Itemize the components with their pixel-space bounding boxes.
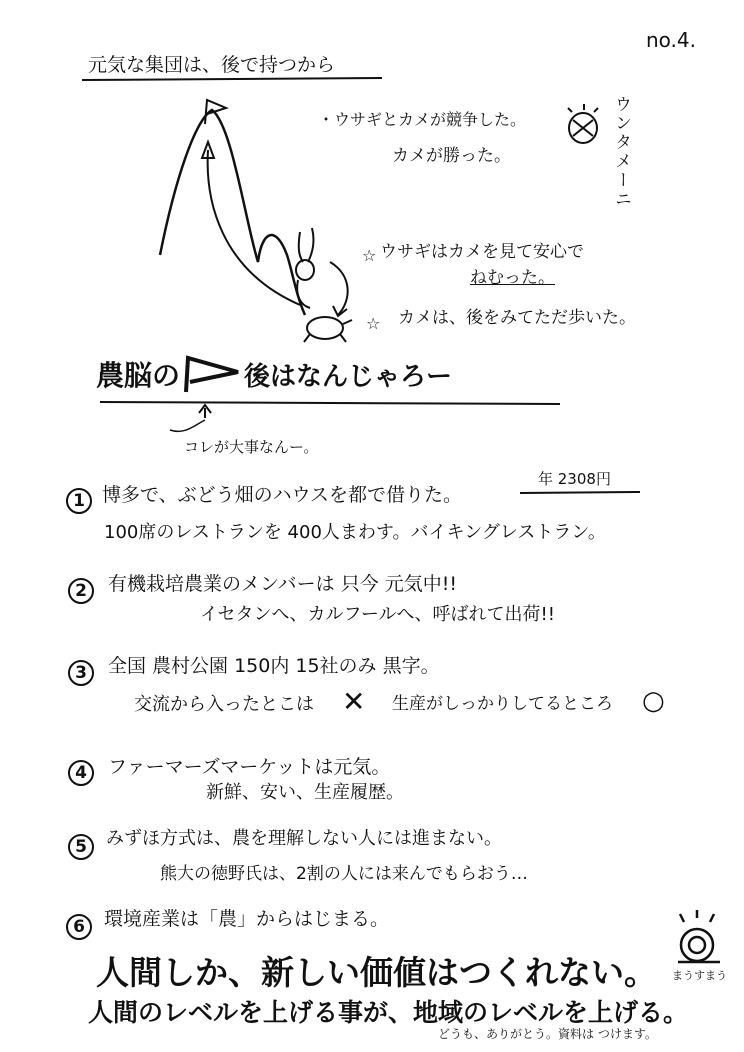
rabbit-icon <box>296 228 314 308</box>
heading-underline <box>100 402 560 404</box>
item-5-line-2: 熊大の徳野氏は、2割の人には来んでもらおう… <box>160 864 528 884</box>
pennant-icon <box>186 358 238 392</box>
item-5-number: 5 <box>68 834 94 860</box>
mountain-path <box>160 110 305 315</box>
signature: まうすまう <box>672 969 727 982</box>
conclusion-line-2: 人間のレベルを上げる事が、地域のレベルを上げる。 <box>88 998 689 1027</box>
vertical-text: ウンタメーニ <box>611 95 631 209</box>
conclusion-footnote: どうも、ありがとう。資料は つけます。 <box>438 1027 657 1041</box>
item-1-line-2: 100席のレストランを 400人まわす。バイキングレストラン。 <box>104 522 606 543</box>
page-title: 元気な集団は、後で持つから <box>88 54 336 76</box>
item-3-o-mark: ○ <box>642 686 665 716</box>
turtle-doodle-icon <box>568 104 598 143</box>
item-3-line-1: 全国 農村公園 150内 15社のみ 黒字。 <box>108 655 440 677</box>
heading-suffix: 後はなんじゃろー <box>244 362 453 392</box>
item-6-line-1: 環境産業は「農」からはじまる。 <box>104 908 390 930</box>
story-note-1-line-1: ウサギはカメを見て安心で <box>380 242 584 262</box>
story-line-1: ・ウサギとカメが競争した。 <box>318 110 527 129</box>
item-3-number: 3 <box>68 660 94 686</box>
turtle-icon <box>304 317 352 342</box>
item-2-line-1: 有機栽培農業のメンバーは 只今 元気中!! <box>108 573 457 595</box>
snail-icon <box>678 910 720 962</box>
story-note-mark-2: ☆ <box>366 314 381 333</box>
heading-annotation: コレが大事なんー。 <box>184 438 319 456</box>
conclusion-line-1: 人間しか、新しい価値はつくれない。 <box>96 953 657 992</box>
heading-prefix: 農脳の <box>96 359 181 392</box>
story-note-mark-1: ☆ <box>362 246 377 265</box>
item-4-line-2: 新鮮、安い、生産履歴。 <box>206 782 404 803</box>
item-5-line-1: みずほ方式は、農を理解しない人には進まない。 <box>106 828 502 849</box>
page-number: no.4. <box>646 28 696 52</box>
item-2-number: 2 <box>68 578 94 604</box>
item-3-line-2a: 交流から入ったとこは <box>134 694 314 715</box>
item-3-line-2b: 生産がしっかりしてるところ <box>392 694 613 714</box>
item-2-line-2: イセタンへ、カルフールへ、呼ばれて出荷!! <box>200 604 555 625</box>
title-underline <box>82 78 382 80</box>
story-note-1-line-2: ねむった。 <box>470 268 555 288</box>
story-note-2: カメは、後をみてただ歩いた。 <box>398 308 636 328</box>
annotation-arrow <box>199 405 211 418</box>
item-1-line-1-tail: 年 2308円 <box>538 470 611 488</box>
item-6-number: 6 <box>66 914 92 940</box>
item-3-x-mark: ✕ <box>342 685 366 718</box>
story-line-2: カメが勝った。 <box>392 146 511 166</box>
race-route-line <box>208 150 300 305</box>
item-1-line-1: 博多で、ぶどう畑のハウスを都で借りた。 <box>102 484 463 506</box>
item-4-number: 4 <box>68 760 94 786</box>
item-1-number: 1 <box>66 488 92 514</box>
item-4-line-1: ファーマーズマーケットは元気。 <box>108 756 391 778</box>
item1-tail-underline <box>520 492 640 493</box>
